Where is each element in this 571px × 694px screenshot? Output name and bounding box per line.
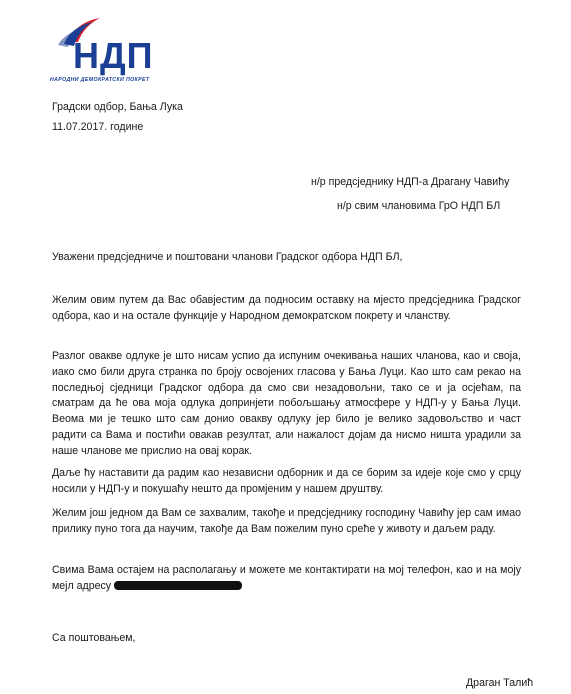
recipient-members: н/р свим члановима ГрО НДП БЛ <box>337 200 501 212</box>
paragraph-contact <box>52 563 521 595</box>
ndp-logo <box>46 14 176 84</box>
organization-line: Градски одбор, Бања Лука <box>52 101 183 113</box>
contact-text: Свима Вама остајем на располагању и можете ме контактирати на мој телефон, као и на моју мејл адресу <box>52 564 521 592</box>
salutation: Уважени предсједниче и поштовани чланови Градског одбора НДП БЛ, <box>52 251 403 263</box>
recipient-president: н/р предсједнику НДП-а Драгану Чавићу <box>311 176 510 188</box>
redacted-email <box>114 581 242 590</box>
paragraph-reason: Разлог овакве одлуке је што нисам успио да испуним очекивања наших чланова, као и своја, иако смо били друга странка по броју освојених гласова у Бања Луци. Као што сам рекао на последњој сједници Градског одбора да смо сви незадовољни, тако се и ја осјећам, па сматрам да ће ова моја одлука допринјети побољшању атмосфере у НДП-у у Бања Луци. Веома ми је тешко што сам донио овакву одлуку јер било је велико задовољство и част радити са Вама и постићи овакав резултат, али нажалост дојам да нисмо ништа урадили за наше чланове ме прислио на овај корак. <box>52 350 521 457</box>
closing-line: Са поштовањем, <box>52 632 136 644</box>
logo-tagline: НАРОДНИ ДЕМОКРАТСКИ ПОКРЕТ <box>50 77 150 83</box>
date-line: 11.07.2017. године <box>52 121 144 133</box>
signature-name: Драган Талић <box>466 677 534 689</box>
logo-wordmark: НДП <box>73 35 154 76</box>
paragraph-resignation: Желим овим путем да Вас обавјестим да подносим оставку на мјесто предсједника Градског одбора, као и на остале функције у Народном демократском покрету и чланству. <box>52 294 521 322</box>
paragraph-continue: Даље ћу наставити да радим као независни одборник и да се борим за идеје које смо у срцу носили у НДП-у и покушаћу нешто да промјеним у нашем друштву. <box>52 467 521 495</box>
paragraph-thanks: Желим још једном да Вам се захвалим, такође и предсједнику господину Чавићу јер сам имао прилику пуно тога да научим, такође да Вам пожелим пуно среће у животу и даљем раду. <box>52 507 521 535</box>
